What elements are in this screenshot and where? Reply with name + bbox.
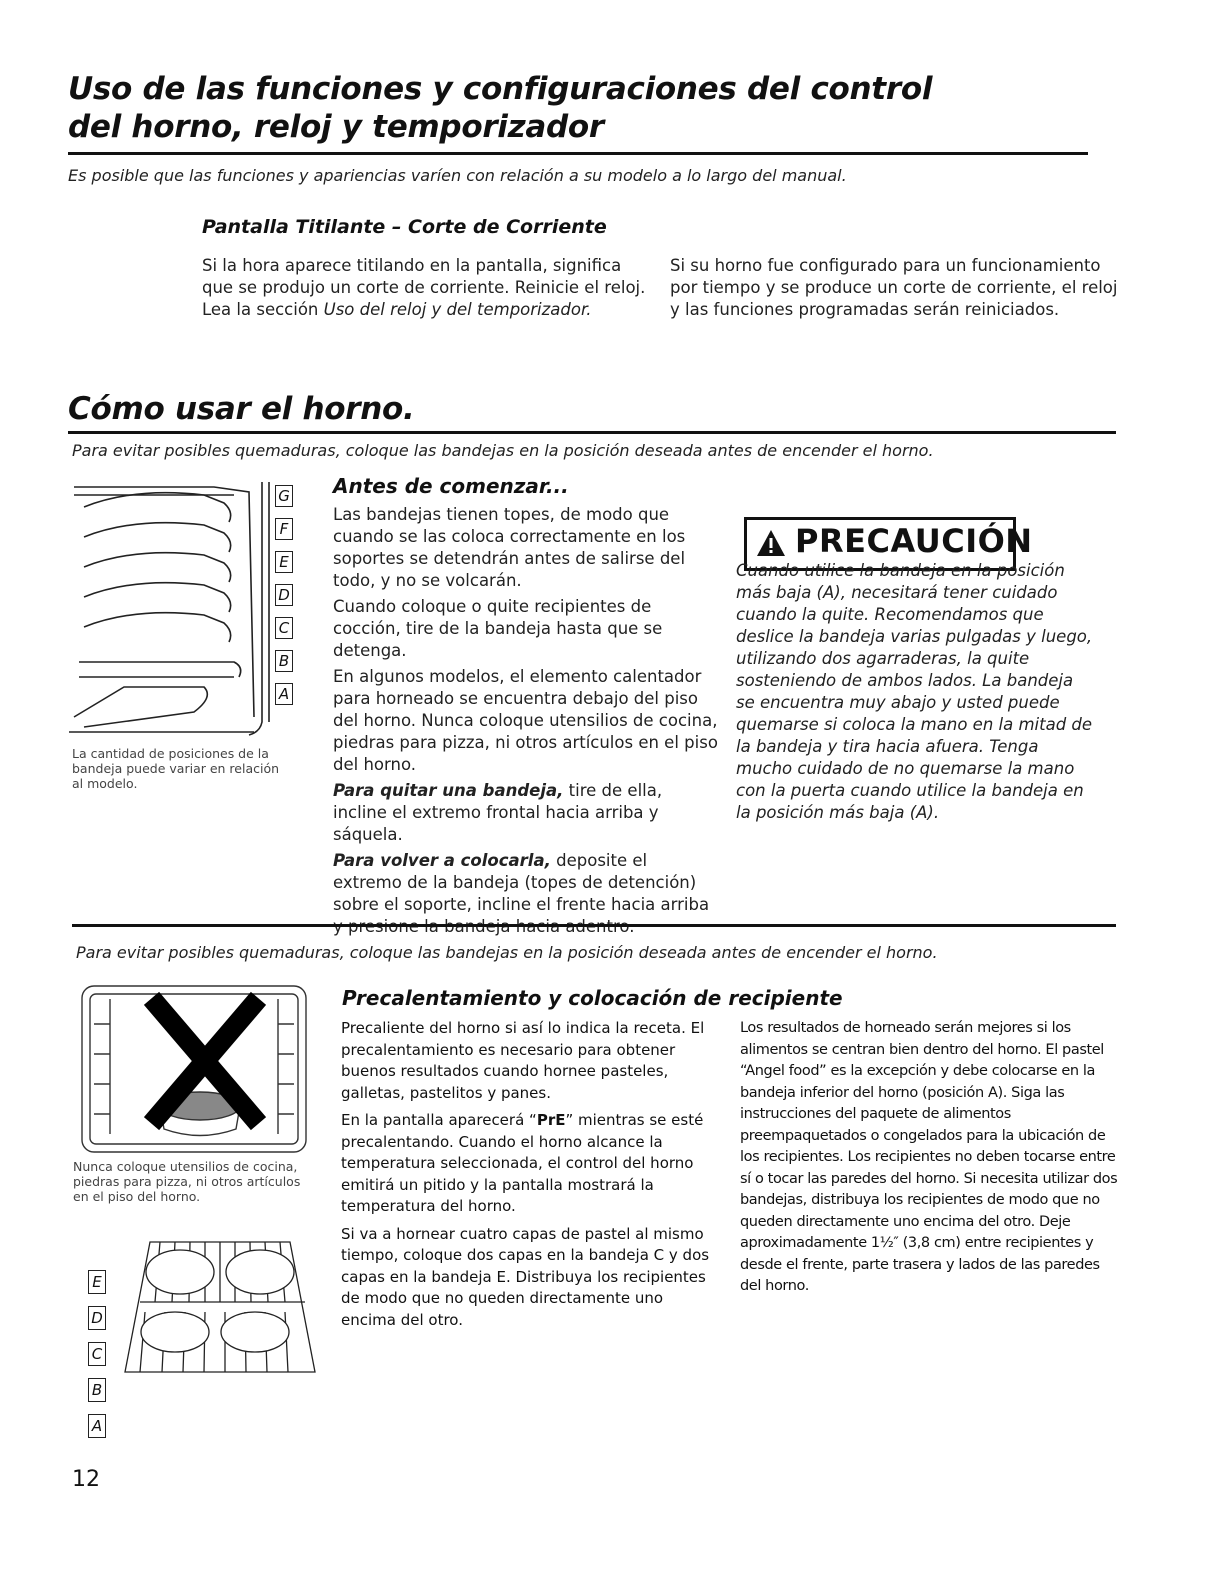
clock-section-link: Uso del reloj y del temporizador.	[323, 300, 592, 319]
rack-letters-column-2	[88, 1270, 106, 1438]
power-outage-col2: Si su horno fue configurado para un funcionamiento por tiempo y se produce un corte de corriente, el reloj y las funciones programadas serán reiniciados.	[670, 256, 1118, 319]
cake-layers-rack-illustration	[120, 1232, 320, 1382]
before-body	[333, 504, 718, 942]
power-outage-col1	[202, 255, 647, 321]
rack2-letter-e: E	[88, 1270, 106, 1294]
preheat-p2	[341, 1110, 711, 1218]
preheat-p3: Si va a hornear cuatro capas de pastel al mismo tiempo, coloque dos capas en la bandeja C y dos capas en la bandeja E. Distribuya los recipientes de modo que no queden directamente uno encima del otro.	[341, 1224, 710, 1329]
caution-title: PRECAUCIÓN	[795, 522, 1033, 560]
preheat-col1	[341, 1018, 711, 1331]
rack2-letter-a: A	[88, 1414, 106, 1438]
rack-letter-g: G	[275, 485, 293, 507]
before-heading: Antes de comenzar...	[333, 474, 569, 498]
replace-rack-label: Para volver a colocarla,	[333, 851, 551, 870]
rack2-letter-b: B	[88, 1378, 106, 1402]
rack-letter-f: F	[275, 518, 293, 540]
before-p2: Cuando coloque o quite recipientes de cocción, tire de la bandeja hasta que se detenga.	[333, 597, 663, 660]
warning-triangle-icon	[755, 528, 787, 558]
before-p1: Las bandejas tienen topes, de modo que cuando se las coloca correctamente en los soportes se detendrán antes de salirse del todo, y no se volcarán.	[333, 505, 686, 590]
section-title-oven: Cómo usar el horno.	[68, 391, 415, 427]
preheat-col2: Los resultados de horneado serán mejores si los alimentos se centran bien dentro del horno. El pastel “Angel food” es la excepción y debe colocarse en la bandeja inferior del horno (posición A). Siga las instrucciones del paquete de alimentos preempaquetados o congelados para la ubicación de los recipientes. Los recipientes no deben tocarse entre sí o tocar las paredes del horno. Si necesita utilizar dos bandejas, distribuya los recipientes de modo que no queden directamente uno encima del otro. Deje aproximadamente 1½″ (3,8 cm) entre recipientes y desde el frente, parte trasera y lados de las paredes del horno.	[740, 1020, 1118, 1294]
page-title-line2: del horno, reloj y temporizador	[68, 109, 604, 145]
preheat-p1: Precaliente del horno si así lo indica la receta. El precalentamiento es necesario para obtener buenos resultados cuando hornee pasteles, galletas, pastelitos y panes.	[341, 1019, 705, 1102]
section-divider	[72, 924, 1116, 927]
power-outage-col1-text: Si la hora aparece titilando en la pantalla, significa que se produjo un corte de corriente. Reinicie el reloj. Lea la sección	[202, 256, 646, 319]
title-rule	[68, 152, 1088, 155]
power-outage-heading: Pantalla Titilante – Corte de Corriente	[202, 216, 607, 238]
preheat-figure-caption: Nunca coloque utensilios de cocina, piedras para pizza, ni otros artículos en el piso del horno.	[73, 1159, 301, 1204]
rack-figure-caption: La cantidad de posiciones de la bandeja puede variar en relación al modelo.	[72, 746, 280, 791]
replace-rack-text: deposite el extremo de la bandeja (topes de detención) sobre el soporte, incline el frente hacia arriba	[333, 851, 710, 914]
caution-text: Cuando utilice la bandeja en la posición más baja (A), necesitará tener cuidado cuando la quite. Recomendamos que deslice la bandeja varias pulgadas y luego, utilizando dos agarraderas, la quite sosteniendo de ambos lados. La bandeja se encuentra muy abajo y usted puede quemarse si coloca la mano en la mitad de la bandeja y tira hacia afuera. Tenga mucho cuidado de no quemarse la mano con la puerta cuando utilice la bandeja en la posición más baja (A).	[736, 561, 1093, 822]
rack-letter-e: E	[275, 551, 293, 573]
rack-letter-c: C	[275, 617, 293, 639]
rack-letter-d: D	[275, 584, 293, 606]
rack-letters-column	[275, 485, 295, 705]
page-number: 12	[72, 1467, 100, 1492]
preheat-subtitle: Para evitar posibles quemaduras, coloque las bandejas en la posición deseada antes de encender el horno.	[76, 943, 938, 962]
preheat-heading: Precalentamiento y colocación de recipiente	[342, 986, 843, 1010]
header-subtitle: Es posible que las funciones y apariencias varíen con relación a su modelo a lo largo del manual.	[68, 166, 847, 185]
oven-subtitle: Para evitar posibles quemaduras, coloque las bandejas en la posición deseada antes de encender el horno.	[72, 441, 934, 460]
oven-title-rule	[68, 431, 1116, 434]
preheat-p2-b: ” mientras se esté precalentando. Cuando el horno alcance la temperatura seleccionada, el control del horno emitirá un pitido y la pantalla mostrará la temperatura del horno.	[341, 1111, 704, 1215]
preheat-display-code: PrE	[536, 1111, 566, 1129]
rack-letter-b: B	[275, 650, 293, 672]
before-p3: En algunos modelos, el elemento calentador para horneado se encuentra debajo del piso del horno. Nunca coloque utensilios de cocina, piedras para pizza, ni otros artículos en el piso del horno.	[333, 667, 718, 774]
rack-letter-a: A	[275, 683, 293, 705]
preheat-p2-a: En la pantalla aparecerá “	[341, 1111, 537, 1129]
page-title-line1: Uso de las funciones y configuraciones del control	[68, 71, 933, 107]
remove-rack-text: tire de ella, incline el extremo frontal hacia arriba y sáquela.	[333, 781, 663, 844]
rack2-letter-d: D	[88, 1306, 106, 1330]
rack2-letter-c: C	[88, 1342, 106, 1366]
remove-rack-label: Para quitar una bandeja,	[333, 781, 564, 800]
remove-rack-paragraph	[333, 780, 718, 846]
no-utensils-on-floor-illustration	[80, 984, 308, 1154]
